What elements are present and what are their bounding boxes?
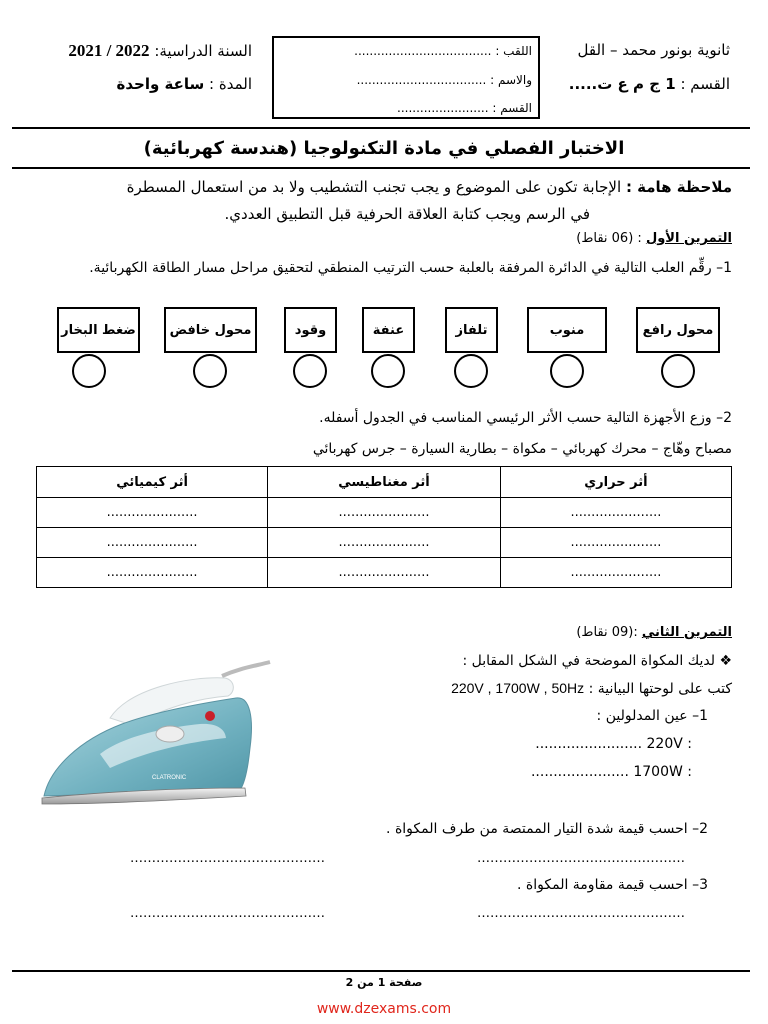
exercise2-points: :(09 نقاط) — [576, 625, 638, 640]
footer-divider — [12, 970, 750, 972]
table-cell[interactable]: ...................... — [37, 498, 268, 528]
name-label: والاسم : — [490, 73, 532, 87]
name-dots: .................................. — [356, 73, 487, 87]
header-chemical: أثر كيميائي — [37, 467, 268, 498]
iron-cord — [222, 662, 270, 676]
class-label: القسم : — [680, 75, 730, 93]
class-line — [569, 75, 730, 93]
exercise2-intro: ❖ لديك المكواة الموضحة في الشكل المقابل : — [462, 653, 732, 669]
effects-table — [36, 466, 732, 588]
iron-dial — [156, 726, 184, 742]
table-row — [37, 528, 732, 558]
page-number: صفحة 1 من 2 — [345, 976, 423, 989]
header-thermal: أثر حراري — [500, 467, 731, 498]
table-cell[interactable]: ...................... — [500, 528, 731, 558]
component-box-2: منوب — [527, 307, 607, 353]
component-box-6: محول خافض — [164, 307, 257, 353]
exercise1-title: التمرين الأول — [645, 231, 732, 246]
exercise1-question2: 2– وزع الأجهزة التالية حسب الأثر الرئيسي المناسب في الجدول أسفله. — [319, 410, 732, 426]
component-box-1: محول رافع — [636, 307, 720, 353]
order-circle-5[interactable] — [293, 354, 327, 388]
table-cell[interactable]: ...................... — [37, 528, 268, 558]
duration-label: المدة : — [209, 75, 252, 93]
answer-dots-q2-left[interactable]: ……………………………………… — [130, 851, 325, 866]
name-line[interactable] — [357, 73, 532, 87]
answer-dots-q3-left[interactable]: ……………………………………… — [130, 906, 325, 921]
exercise2-question3: 3– احسب قيمة مقاومة المكواة . — [517, 877, 708, 893]
devices-list: مصباح وهّاج – محرك كهربائي – مكواة – بطارية السيارة – جرس كهربائي — [312, 441, 732, 457]
label-220v: : 220V — [646, 736, 692, 752]
component-box-7: ضغط البخار — [57, 307, 140, 353]
exercise2-title: التمرين الثاني — [641, 625, 732, 640]
section-line[interactable] — [397, 101, 532, 115]
dots-1700w[interactable]: ...................... — [530, 764, 629, 780]
order-circle-6[interactable] — [193, 354, 227, 388]
table-cell[interactable]: ...................... — [268, 558, 501, 588]
order-circle-4[interactable] — [371, 354, 405, 388]
table-cell[interactable]: ...................... — [500, 558, 731, 588]
exercise1-points: : (06 نقاط) — [576, 231, 642, 246]
dots-220v[interactable]: ........................ — [535, 736, 643, 752]
duration-line — [40, 75, 252, 93]
year-label: السنة الدراسية: — [154, 42, 252, 60]
header-magnetic: أثر مغناطيسي — [268, 467, 501, 498]
table-row — [37, 498, 732, 528]
year-value: 2021 / 2022 — [68, 41, 150, 60]
component-box-3: تلفاز — [445, 307, 498, 353]
table-cell[interactable]: ...................... — [268, 498, 501, 528]
class-value: 1 ج م ع ت..... — [568, 75, 676, 93]
meaning-220v-line — [535, 736, 692, 752]
header-divider — [12, 127, 750, 129]
meaning-1700w-line — [531, 764, 692, 780]
order-circle-2[interactable] — [550, 354, 584, 388]
section-label: القسم : — [492, 101, 532, 115]
table-cell[interactable]: ...................... — [37, 558, 268, 588]
exam-title: الاختبار الفصلي في مادة التكنولوجيا (هندسة كهربائية) — [143, 138, 625, 159]
duration-value: ساعة واحدة — [116, 75, 205, 93]
table-header-row — [37, 467, 732, 498]
iron-red-button — [205, 711, 215, 721]
note-label: ملاحظة هامة : — [625, 178, 732, 196]
exercise2-heading — [576, 625, 732, 640]
surname-dots: .................................... — [354, 44, 492, 58]
label-1700w: : 1700W — [633, 764, 692, 780]
surname-label: اللقب : — [495, 44, 532, 58]
order-circle-3[interactable] — [454, 354, 488, 388]
plate-line — [451, 680, 732, 697]
steam-iron-image — [40, 658, 290, 808]
student-info-box — [272, 36, 540, 119]
order-circle-1[interactable] — [661, 354, 695, 388]
table-cell[interactable]: ...................... — [268, 528, 501, 558]
important-note — [32, 174, 732, 228]
order-circle-7[interactable] — [72, 354, 106, 388]
answer-dots-q2-right[interactable]: ………………………………………… — [477, 851, 685, 866]
school-name: ثانوية بونور محمد – القل — [577, 41, 730, 59]
component-box-4: عنفة — [362, 307, 415, 353]
component-box-5: وقود — [284, 307, 337, 353]
plate-values: 220V , 1700W , 50Hz — [451, 680, 585, 696]
title-divider — [12, 167, 750, 169]
year-line — [40, 41, 252, 61]
iron-brand-label: CLATRONIC — [152, 775, 187, 781]
note-text-2: في الرسم ويجب كتابة العلاقة الحرفية قبل التطبيق العددي. — [224, 205, 590, 223]
table-row — [37, 558, 732, 588]
answer-dots-q3-right[interactable]: ………………………………………… — [477, 906, 685, 921]
surname-line[interactable] — [354, 44, 532, 58]
plate-label: كتب على لوحتها البيانية : — [588, 681, 732, 697]
section-dots: ........................ — [397, 101, 489, 115]
exercise2-question1: 1– عين المدلولين : — [596, 708, 708, 724]
table-cell[interactable]: ...................... — [500, 498, 731, 528]
note-line-1 — [32, 174, 732, 201]
website-link[interactable]: www.dzexams.com — [316, 1001, 452, 1017]
exercise1-question1: 1– رقِّم العلب التالية في الدائرة المرفقة بالعلبة حسب الترتيب المنطقي لتحقيق مراحل مسار الطاقة الكهربائية. — [89, 260, 732, 276]
exercise1-heading — [576, 231, 732, 246]
exercise2-question2: 2– احسب قيمة شدة التيار الممتصة من طرف المكواة . — [386, 821, 708, 837]
note-text-1: الإجابة تكون على الموضوع و يجب تجنب التشطيب ولا بد من استعمال المسطرة — [126, 178, 622, 196]
